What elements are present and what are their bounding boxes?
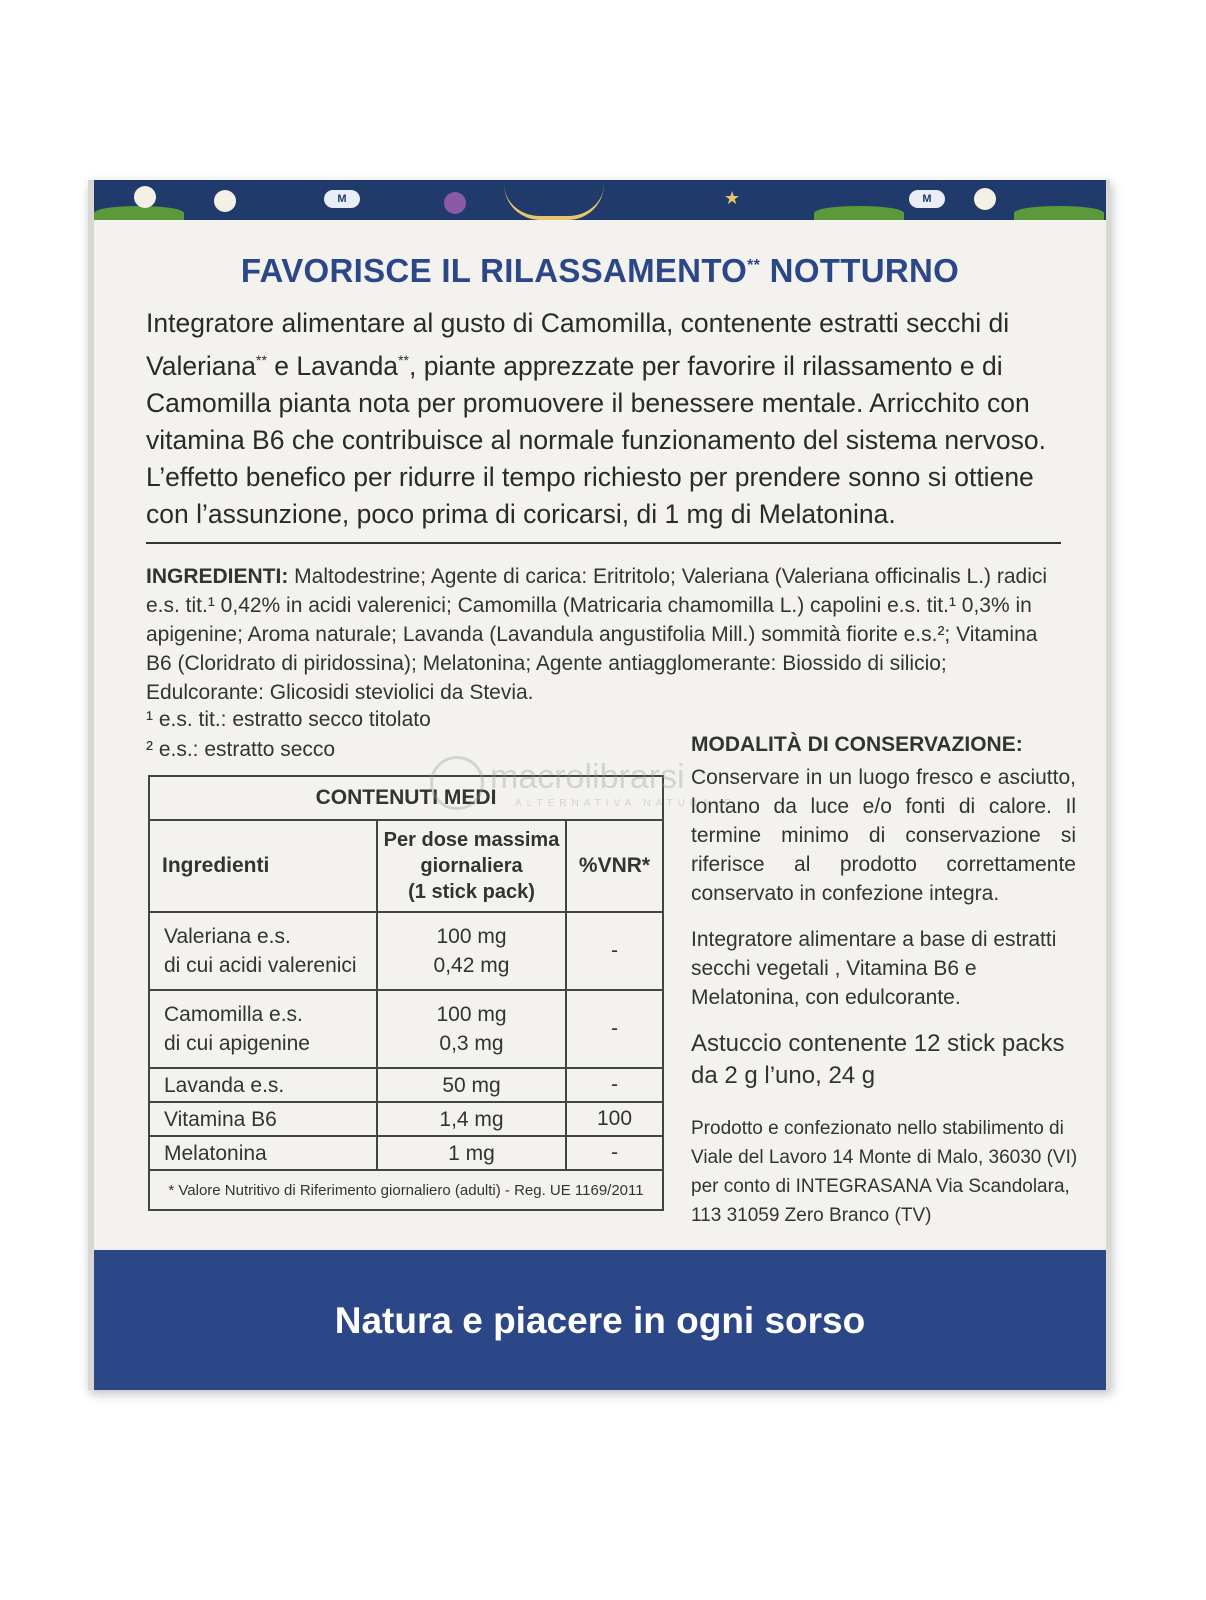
intro-mark: ** — [256, 352, 267, 368]
dose-header-line: (1 stick pack) — [408, 881, 535, 903]
intro-mark: ** — [398, 352, 409, 368]
watermark-logo-icon — [430, 756, 484, 810]
headline-text: FAVORISCE IL RILASSAMENTO — [240, 252, 748, 289]
table-row — [149, 1136, 663, 1170]
row-name: Lavanda e.s. — [149, 1068, 377, 1102]
column-header-dose — [377, 820, 566, 912]
headline-end: NOTTURNO — [760, 252, 960, 289]
row-value-line: 100 mg — [436, 925, 507, 948]
watermark-name: macrolibrarsi — [490, 758, 685, 796]
leaf-icon — [1014, 206, 1104, 220]
row-name-line: di cui apigenine — [164, 1032, 310, 1055]
dose-header-line: Per dose massima — [383, 829, 560, 851]
table-row — [149, 912, 663, 990]
dose-header-line: giornaliera — [420, 855, 523, 877]
flower-icon — [134, 186, 156, 208]
row-vnr: - — [566, 1136, 663, 1170]
row-name-line: di cui acidi valerenici — [164, 954, 357, 977]
moon-icon — [504, 184, 604, 220]
row-value — [377, 990, 566, 1068]
package-contents: Astuccio contenente 12 stick packs da 2 g l’uno, 24 g — [691, 1030, 1065, 1089]
nutrition-table — [148, 775, 664, 1211]
decorative-top-band — [94, 180, 1106, 220]
product-description: Integratore alimentare a base di estratti secchi vegetali , Vitamina B6 e Melatonina, con edulcorante. — [691, 928, 1057, 1009]
row-vnr: - — [566, 1068, 663, 1102]
row-vnr: - — [566, 912, 663, 990]
leaf-icon — [814, 206, 904, 220]
headline-mark: ** — [747, 257, 761, 274]
column-header-vnr: %VNR* — [566, 820, 663, 912]
footnote-2: ² e.s.: estratto secco — [146, 738, 336, 761]
row-vnr: 100 — [566, 1102, 663, 1136]
table-row — [149, 990, 663, 1068]
slogan: Natura e piacere in ogni sorso — [334, 1300, 866, 1341]
watermark — [420, 756, 780, 816]
headline — [94, 252, 1106, 290]
conservation-text: Conservare in un luogo fresco e asciutto, lontano da luce e/o fonti di calore. Il termine minimo di conservazione si riferisce al prodotto correttamente conservato in confezione integra. — [691, 766, 1076, 905]
row-value: 50 mg — [377, 1068, 566, 1102]
row-value-line: 0,42 mg — [433, 954, 510, 977]
row-value: 1 mg — [377, 1136, 566, 1170]
row-vnr: - — [566, 990, 663, 1068]
footnote-1: ¹ e.s. tit.: estratto secco titolato — [146, 708, 431, 731]
row-name: Vitamina B6 — [149, 1102, 377, 1136]
row-value-line: 0,3 mg — [439, 1032, 504, 1055]
bottom-band — [94, 1250, 1106, 1390]
leaf-icon — [94, 206, 184, 220]
row-name: Melatonina — [149, 1136, 377, 1170]
table-title: CONTENUTI MEDI — [149, 776, 663, 820]
row-name — [149, 912, 377, 990]
row-name — [149, 990, 377, 1068]
row-name-line: Valeriana e.s. — [164, 925, 291, 948]
watermark-tagline: ALTERNATIVA NATURALE — [515, 798, 736, 809]
row-value — [377, 912, 566, 990]
flower-icon — [974, 188, 996, 210]
ingredients-label: INGREDIENTI: — [146, 565, 289, 588]
intro-part: Integratore alimentare al gusto di Camomilla, contenente estratti secchi di Valeriana — [146, 308, 1010, 381]
conservation-title: MODALITÀ DI CONSERVAZIONE: — [691, 733, 1023, 756]
row-value-line: 100 mg — [436, 1003, 507, 1026]
star-icon: ★ — [724, 188, 741, 208]
badge-m: M — [324, 190, 360, 208]
flower-icon — [214, 190, 236, 212]
intro-part: , piante apprezzate per favorire il rilassamento e di Camomilla pianta nota per promuovere il benessere mentale. Arricchito con vitamina B6 che contribuisce al normale funzionamento del sistema nervoso. L’effetto benefico per ridurre il tempo richiesto per prendere sonno si ottiene con l’assunzione, poco prima di coricarsi, di 1 mg di Melatonina. — [146, 350, 1046, 529]
column-header-ingredients: Ingredienti — [149, 820, 377, 912]
row-value: 1,4 mg — [377, 1102, 566, 1136]
row-name-line: Camomilla e.s. — [164, 1003, 303, 1026]
intro-paragraph — [146, 305, 1066, 533]
table-row — [149, 1102, 663, 1136]
divider — [146, 542, 1061, 544]
badge-m: M — [909, 190, 945, 208]
producer-info: Prodotto e confezionato nello stabilimento di Viale del Lavoro 14 Monte di Malo, 36030 (VI) per conto di INTEGRASANA Via Scandolara, 113 31059 Zero Branco (TV) — [691, 1118, 1078, 1226]
table-row — [149, 1068, 663, 1102]
ingredients-paragraph — [146, 562, 1061, 707]
lavender-icon — [444, 192, 466, 214]
table-note: * Valore Nutritivo di Riferimento giornaliero (adulti) - Reg. UE 1169/2011 — [149, 1170, 663, 1210]
ingredients-text: Maltodestrine; Agente di carica: Eritritolo; Valeriana (Valeriana officinalis L.) radici e.s. tit.¹ 0,42% in acidi valerenici; Camomilla (Matricaria chamomilla L.) capolini e.s. tit.¹ 0,3% in apigenine; Aroma naturale; Lavanda (Lavandula angustifolia Mill.) sommità fiorite e.s.²; Vitamina B6 (Cloridrato di piridossina); Melatonina; Agente antiagglomerante: Biossido di silicio; Edulcorante: Glicosidi steviolici da Stevia. — [146, 565, 1048, 704]
intro-part: e Lavanda — [266, 350, 399, 381]
